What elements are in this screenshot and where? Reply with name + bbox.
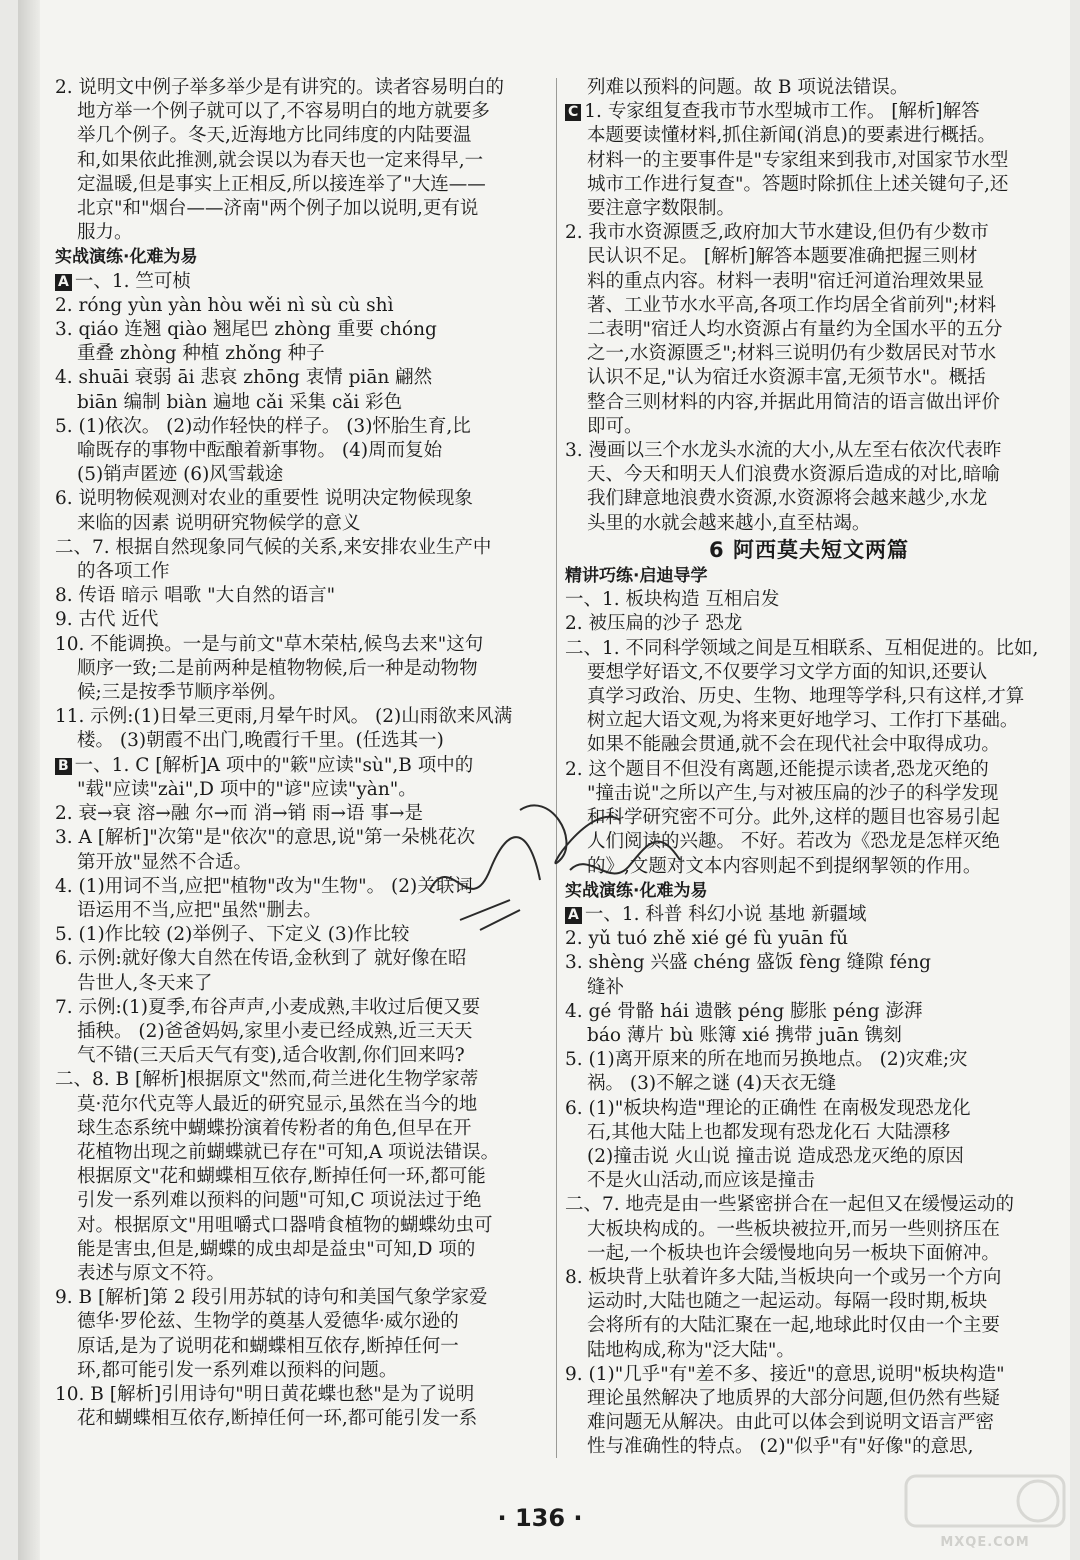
line-text: 会将所有的大陆汇聚在一起,地球此时仅由一个主要 [587,1315,1000,1337]
line-text: 实战演练·化难为易 [55,247,198,268]
answer-line [565,733,1053,757]
line-text: 6 阿西莫夫短文两篇 [709,537,909,562]
answer-line [55,1238,545,1262]
line-text: 整合三则材料的内容,并据此用简洁的语言做出评价 [587,391,1000,413]
line-text: 民认识不足。 [解析]解答本题要准确把握三则材 [587,246,978,268]
answer-line [55,560,545,584]
line-text: 根据原文"花和蝴蝶相互依存,断掉任何一环,都可能 [77,1166,486,1188]
line-text: 花和蝴蝶相互依存,断掉任何一环,都可能引发一系 [77,1408,478,1430]
line-text: 和,如果依此推测,就会误以为春天也一定来得早,一 [77,149,484,171]
answer-line [565,637,1053,661]
line-text: 之一,水资源匮乏";材料三说明仍有少数居民对节水 [587,343,997,365]
answer-line [565,1000,1053,1024]
answer-line [55,1189,545,1213]
answer-line [55,1165,545,1189]
line-text: 第开放"显然不合适。 [77,851,253,873]
line-text: 9. 古代 近代 [55,609,159,631]
line-text: báo 薄片 bù 账簿 xié 携带 juān 镌刻 [587,1024,902,1046]
line-text: 候;三是按季节顺序举例。 [77,682,287,704]
answer-line [55,512,545,536]
answer-line [565,512,1053,536]
answer-line [565,1266,1053,1290]
line-text: 5. (1)作比较 (2)举例子、下定义 (3)作比较 [55,924,410,946]
line-text: 2. 这个题目不但没有离题,还能提示读者,恐龙灭绝的 [565,758,989,780]
page-spine [18,0,40,1560]
answer-line [565,487,1053,511]
line-text: 列难以预料的问题。故 B 项说法错误。 [587,77,909,98]
line-text: 难问题无从解决。由此可以体会到说明文语言严密 [587,1412,995,1434]
line-text: 球生态系统中蝴蝶扮演着传粉者的角色,但早在开 [77,1117,472,1139]
line-text: 楼。 (3)朝霞不出门,晚霞行千里。(任选其一) [77,730,444,752]
answer-line [55,729,545,753]
line-text: 3. 漫画以三个水龙头水流的大小,从左至右依次代表昨 [565,440,1002,462]
line-text: 对。根据原文"用咀嚼式口器啃食植物的蝴蝶幼虫可 [77,1214,493,1236]
answer-line [565,415,1053,439]
line-text: 3. shèng 兴盛 chéng 盛饭 fèng 缝隙 féng [565,952,932,974]
line-text: 城市工作进行复查"。答题时除抓住上述关键句子,还 [587,173,1009,195]
line-text: 10. 不能调换。一是与前文"草木荣枯,候鸟去来"这句 [55,633,484,655]
answer-line [55,536,545,560]
line-text: 要想学好语文,不仅要学习文学方面的知识,还要认 [587,661,988,683]
answer-line [55,1117,545,1141]
line-text: 料的重点内容。材料一表明"宿迁河道治理效果显 [587,270,985,292]
line-text: 德华·罗伦兹、生物学的奠基人爱德华·威尔逊的 [77,1311,459,1333]
answer-line [55,1383,545,1407]
line-text: "载"应读"zài",D 项中的"谚"应读"yàn"。 [77,778,417,800]
line-text: 运动时,大陆也随之一起运动。每隔一段时期,板块 [587,1291,988,1313]
answer-line [565,1242,1053,1266]
line-text: 引发一系列难以预料的问题"可知,C 项说法过于绝 [77,1190,482,1212]
line-text: 二、7. 地壳是由一些紧密拼合在一起但又在缓慢运动的 [565,1194,1015,1216]
answer-line [55,972,545,996]
answer-line [565,245,1053,269]
answer-line [55,487,545,511]
answer-line [55,366,545,390]
line-text: 理论虽然解决了地质界的大部分问题,但仍然有些疑 [587,1387,1000,1409]
line-text: 一起,一个板块也许会缓慢地向另一板块下面俯冲。 [587,1242,1000,1264]
right-column [565,76,1053,1460]
line-text: 性与准确性的特点。 (2)"似乎"有"好像"的意思, [587,1436,974,1458]
answer-line [565,1435,1053,1459]
answer-stamp-logo-icon [900,1470,1070,1555]
answer-line [55,149,545,173]
line-text: 精讲巧练·启迪导学 [565,566,708,587]
answer-line [55,584,545,608]
answer-line [55,1335,545,1359]
line-text: 地方举一个例子就可以了,不容易明白的地方就要多 [77,101,490,123]
answer-line [55,391,545,415]
answer-line [565,588,1053,612]
answer-line [55,463,545,487]
line-text: 11. 示例:(1)日晕三更雨,月晕午时风。 (2)山雨欲来风满 [55,706,513,728]
answer-line [55,439,545,463]
line-text: 4. (1)用词不当,应把"植物"改为"生物"。 (2)关联词 [55,875,473,897]
answer-line [55,100,545,124]
answer-line [565,76,1053,100]
answer-line [55,608,545,632]
line-text: 2. 说明文中例子举多举少是有讲究的。读者容易明白的 [55,77,505,98]
line-text: 语运用不当,应把"虽然"删去。 [77,899,322,921]
level-badge: A [55,274,72,291]
line-text: 6. 说明物候观测对农业的重要性 说明决定物候现象 [55,488,473,510]
line-text: 著、工业节水水平高,各项工作均居全省前列";材料 [587,294,997,316]
answer-line [565,1193,1053,1217]
line-text: 树立起大语文观,为将来更好地学习、工作打下基础。 [587,710,1019,732]
line-text: 不是火山活动,而应该是撞击 [587,1170,815,1192]
level-badge: A [565,907,582,924]
answer-line [565,1145,1053,1169]
page-number: · 136 · [497,1504,583,1532]
line-text: 5. (1)离开原来的所在地而另换地点。 (2)灾难;灾 [565,1049,968,1071]
watermark-text: MXQE.COM [940,1535,1030,1550]
line-text: 一、1. 板块构造 互相启发 [565,589,780,611]
level-badge: C [565,104,581,121]
answer-line [55,1310,545,1334]
line-text: 气不错(三天后天气有变),适合收割,你们回来吗? [77,1045,465,1067]
line-text: 北京"和"烟台——济南"两个例子加以说明,更有说 [77,198,479,220]
line-text: 要注意字数限制。 [587,198,736,220]
line-text: 10. B [解析]引用诗句"明日黄花蝶也愁"是为了说明 [55,1383,475,1405]
answer-line [55,1286,545,1310]
section-heading [565,564,1053,588]
line-text: 定温暖,但是事实上正相反,所以接连举了"大连—— [77,173,486,195]
answer-line [55,633,545,657]
answer-line [565,1048,1053,1072]
line-text: 顺序一致;二是前两种是植物物候,后一种是动物物 [77,657,478,679]
answer-line [55,947,545,971]
left-column [55,76,545,1431]
answer-line [565,1218,1053,1242]
answer-line [55,1262,545,1286]
answer-line [565,1314,1053,1338]
answer-line [565,661,1053,685]
line-text: 一、1. 科普 科幻小说 基地 新疆域 [584,903,867,925]
answer-line [565,1072,1053,1096]
line-text: 我们肆意地浪费水资源,水资源将会越来越少,水龙 [587,488,988,510]
line-text: 材料一的主要事件是"专家组来到我市,对国家节水型 [587,149,1009,171]
answer-line [565,270,1053,294]
line-text: 6. (1)"板块构造"理论的正确性 在南极发现恐龙化 [565,1097,971,1119]
answer-line [565,709,1053,733]
line-text: 一、1. 竺可桢 [74,270,191,292]
line-text: 表述与原文不符。 [77,1262,226,1284]
answer-line [565,1290,1053,1314]
line-text: 认识不足,"认为宿迁水资源丰富,无须节水"。概括 [587,367,986,389]
answer-line [55,318,545,342]
answer-line [55,294,545,318]
answer-line [565,149,1053,173]
answer-line [55,1359,545,1383]
line-text: 2. 被压扁的沙子 恐龙 [565,613,743,635]
answer-line [55,173,545,197]
level-badge: B [55,758,72,775]
answer-line [565,685,1053,709]
answer-line [565,1339,1053,1363]
answer-line [565,463,1053,487]
answer-line [55,76,545,100]
line-text: 喻既存的事物中酝酿着新事物。 (4)周而复始 [77,440,443,462]
line-text: 天、今天和明天人们浪费水资源后造成的对比,暗喻 [587,464,1000,486]
line-text: 大板块构成的。一些板块被拉开,而另一些则挤压在 [587,1218,1000,1240]
line-text: 2. róng yùn yàn hòu wěi nì sù cù shì [55,294,394,316]
line-text: 实战演练·化难为易 [565,880,708,901]
line-text: 1. 专家组复查我市节水型城市工作。 [解析]解答 [584,101,980,123]
line-text: 2. 衰→衰 溶→融 尔→而 消→销 雨→语 事→是 [55,803,423,825]
answer-line [565,100,1053,124]
line-text: 花植物出现之前蝴蝶就已存在"可知,A 项说法错误。 [77,1141,500,1163]
line-text: 5. (1)依次。 (2)动作轻快的样子。 (3)怀胎生育,比 [55,415,471,437]
line-text: 环,都可能引发一系列难以预料的问题。 [77,1359,398,1381]
line-text: 真学习政治、历史、生物、地理等学科,只有这样,才算 [587,686,1025,708]
line-text: 3. A [解析]"次第"是"依次"的意思,说"第一朵桃花次 [55,827,476,849]
answer-line [55,657,545,681]
line-text: 4. shuāi 衰弱 āi 悲哀 zhōng 衷情 piān 翩然 [55,367,433,389]
answer-line [55,1044,545,1068]
line-text: 举几个例子。冬天,近海地方比同纬度的内陆要温 [77,125,472,147]
answer-line [565,391,1053,415]
line-text: biān 编制 biàn 遍地 cǎi 采集 cǎi 彩色 [77,391,403,413]
answer-line [55,1214,545,1238]
line-text: 来临的因素 说明研究物候学的意义 [77,512,361,534]
answer-line [565,318,1053,342]
line-text: 重叠 zhòng 种植 zhǒng 种子 [77,343,325,365]
line-text: 原话,是为了说明花和蝴蝶相互依存,断掉任何一 [77,1335,459,1357]
line-text: 9. (1)"几乎"有"差不多、接近"的意思,说明"板块构造" [565,1363,1005,1385]
line-text: 祸。 (3)不解之谜 (4)天衣无缝 [587,1073,837,1095]
line-text: 能是害虫,但是,蝴蝶的成虫却是益虫"可知,D 项的 [77,1238,476,1260]
line-text: "撞击说"之所以产生,与对被压扁的沙子的科学发现 [587,782,999,804]
answer-line [55,705,545,729]
answer-line [565,173,1053,197]
answer-line [55,270,545,294]
answer-line [565,1097,1053,1121]
answer-line [565,197,1053,221]
line-text: 8. 板块背上驮着许多大陆,当板块向一个或另一个方向 [565,1266,1002,1288]
line-text: 4. gé 骨骼 hái 遗骸 péng 膨胀 péng 澎湃 [565,1000,923,1022]
answer-line [55,342,545,366]
answer-line [565,439,1053,463]
answer-line [565,221,1053,245]
answer-line [565,294,1053,318]
answer-line [565,366,1053,390]
line-text: (2)撞击说 火山说 撞击说 造成恐龙灭绝的原因 [587,1145,964,1167]
section-heading [55,245,545,269]
line-text: 8. 传语 暗示 唱歌 "大自然的语言" [55,585,336,607]
answer-line [55,1407,545,1431]
answer-line [565,1363,1053,1387]
answer-line [565,612,1053,636]
answer-line [55,415,545,439]
line-text: 即可。 [587,415,643,437]
line-text: 二、8. B [解析]根据原文"然而,荷兰进化生物学家蒂 [55,1069,479,1091]
answer-line [565,1387,1053,1411]
handwritten-scribble [420,770,700,940]
line-text: 二、7. 根据自然现象同气候的关系,来安排农业生产中 [55,536,492,558]
line-text: 9. B [解析]第 2 段引用苏轼的诗句和美国气象学家爱 [55,1287,488,1309]
line-text: 的》,文题对文本内容则起不到提纲挈领的作用。 [587,855,982,877]
line-text: 2. yǔ tuó zhě xié gé fù yuān fǔ [565,928,849,950]
answer-line [55,124,545,148]
answer-line [565,1169,1053,1193]
answer-line [55,197,545,221]
answer-line [55,1020,545,1044]
column-divider [556,78,557,1458]
line-text: 7. 示例:(1)夏季,布谷声声,小麦成熟,丰收过后便又要 [55,996,481,1018]
line-text: 3. qiáo 连翘 qiào 翘尾巴 zhòng 重要 chóng [55,319,437,341]
line-text: 人们阅读的兴趣。 不好。若改为《恐龙是怎样灭绝 [587,831,1000,853]
line-text: 插秧。 (2)爸爸妈妈,家里小麦已经成熟,近三天天 [77,1020,473,1042]
line-text: 缝补 [587,976,625,998]
line-text: 的各项工作 [77,561,170,583]
line-text: 如果不能融会贯通,就不会在现代社会中取得成功。 [587,734,1000,756]
line-text: 告世人,冬天来了 [77,972,213,994]
answer-line [565,1024,1053,1048]
answer-line [565,976,1053,1000]
line-text: 6. 示例:就好像大自然在传语,金秋到了 就好像在昭 [55,948,467,970]
line-text: (5)销声匿迹 (6)风雪载途 [77,464,284,486]
line-text: 2. 我市水资源匮乏,政府加大节水建设,但仍有少数市 [565,222,989,244]
line-text: 本题要读懂材料,抓住新闻(消息)的要素进行概括。 [587,125,996,147]
line-text: 一、1. C [解析]A 项中的"簌"应读"sù",B 项中的 [74,754,474,776]
line-text: 头里的水就会越来越小,直至枯竭。 [587,512,871,534]
answer-line [565,342,1053,366]
line-text: 莫·范尔代克等人最近的研究显示,虽然在当今的地 [77,1093,478,1115]
line-text: 二表明"宿迁人均水资源占有量约为全国水平的五分 [587,319,1003,341]
answer-line [565,951,1053,975]
answer-line [565,1411,1053,1435]
line-text: 二、1. 不同科学领域之间是互相联系、互相促进的。比如, [565,637,1039,659]
answer-line [55,221,545,245]
line-text: 服力。 [77,222,133,244]
answer-line [565,1121,1053,1145]
answer-line [565,124,1053,148]
line-text: 石,其他大陆上也都发现有恐龙化石 大陆漂移 [587,1121,951,1143]
line-text: 和科学研究密不可分。此外,这样的题目也容易引起 [587,807,1000,829]
answer-line [55,1141,545,1165]
line-text: 陆地构成,称为"泛大陆"。 [587,1339,795,1361]
lesson-title [565,538,1053,562]
answer-line [55,1093,545,1117]
answer-line [55,996,545,1020]
answer-line [55,681,545,705]
answer-line [55,1068,545,1092]
